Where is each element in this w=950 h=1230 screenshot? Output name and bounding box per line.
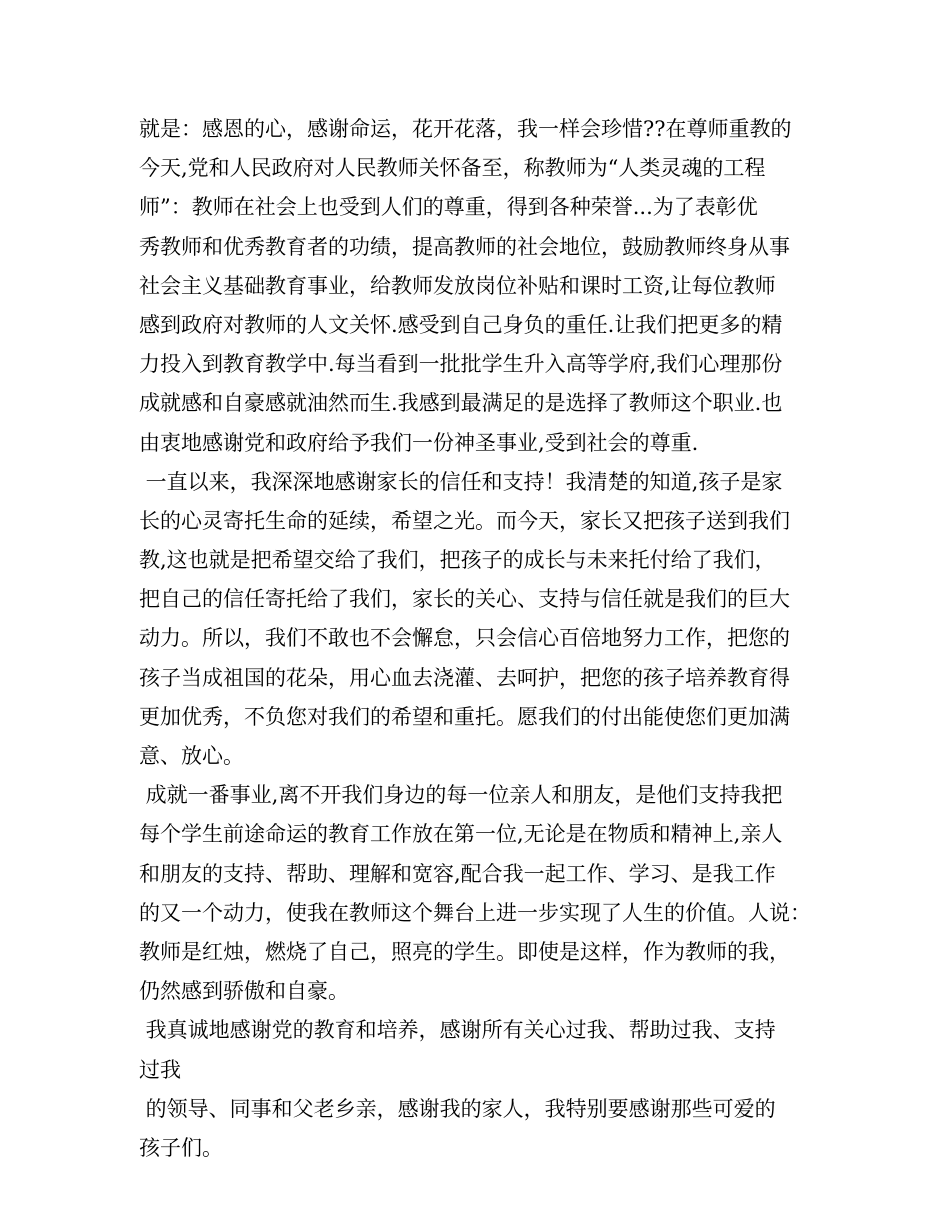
text-line: 的领导、同事和父老乡亲，感谢我的家人，我特别要感谢那些可爱的: [139, 1096, 776, 1121]
text-line: 每个学生前途命运的教育工作放在第一位,无论是在物质和精神上,亲人: [139, 822, 783, 847]
text-line: 我真诚地感谢党的教育和培养，感谢所有关心过我、帮助过我、支持: [139, 1018, 776, 1043]
text-line: 孩子们。: [139, 1135, 223, 1160]
text-line: 力投入到教育教学中.每当看到一批批学生升入高等学府,我们心理那份: [139, 352, 783, 377]
text-line: 教师是红烛，燃烧了自己，照亮的学生。即使是这样，作为教师的我，: [139, 939, 790, 964]
text-line: 今天,党和人民政府对人民教师关怀备至，称教师为“人类灵魂的工程: [139, 156, 766, 181]
text-line: 成就一番事业,离不开我们身边的每一位亲人和朋友，是他们支持我把: [139, 783, 783, 808]
text-line: 意、放心。: [139, 744, 244, 768]
text-line: 就是：感恩的心，感谢命运，花开花落，我一样会珍惜??在尊师重教的: [139, 117, 792, 141]
text-line: 长的心灵寄托生命的延续，希望之光。而今天，家长又把孩子送到我们: [139, 508, 790, 533]
text-line: 成就感和自豪感就油然而生.我感到最满足的是选择了教师这个职业.也: [139, 391, 783, 416]
text-line: 一直以来，我深深地感谢家长的信任和支持！我清楚的知道,孩子是家: [139, 469, 783, 494]
text-line: 动力。所以，我们不敢也不会懈怠，只会信心百倍地努力工作，把您的: [139, 626, 790, 651]
text-line: 感到政府对教师的人文关怀.感受到自己身负的重任.让我们把更多的精: [139, 312, 783, 337]
document-body: [139, 110, 819, 1168]
text-line: 师”：教师在社会上也受到人们的尊重，得到各种荣誉...为了表彰优: [139, 195, 758, 220]
text-line: 仍然感到骄傲和自豪。: [139, 979, 349, 1004]
text-line: 教,这也就是把希望交给了我们，把孩子的成长与未来托付给了我们，: [139, 548, 776, 573]
text-line: 把自己的信任寄托给了我们，家长的关心、支持与信任就是我们的巨大: [139, 587, 790, 612]
text-line: 的又一个动力，使我在教师这个舞台上进一步实现了人生的价值。人说：: [139, 900, 811, 925]
text-line: 秀教师和优秀教育者的功绩，提高教师的社会地位，鼓励教师终身从事: [139, 234, 790, 259]
text-line: 孩子当成祖国的花朵，用心血去浇灌、去呵护，把您的孩子培养教育得: [139, 665, 790, 690]
text-line: 过我: [139, 1057, 181, 1082]
text-line: 由衷地感谢党和政府给予我们一份神圣事业,受到社会的尊重.: [139, 430, 699, 455]
text-line: 更加优秀，不负您对我们的希望和重托。愿我们的付出能使您们更加满: [139, 704, 790, 729]
text-line: 和朋友的支持、帮助、理解和宽容,配合我一起工作、学习、是我工作: [139, 861, 776, 886]
text-line: 社会主义基础教育事业，给教师发放岗位补贴和课时工资,让每位教师: [139, 273, 776, 298]
